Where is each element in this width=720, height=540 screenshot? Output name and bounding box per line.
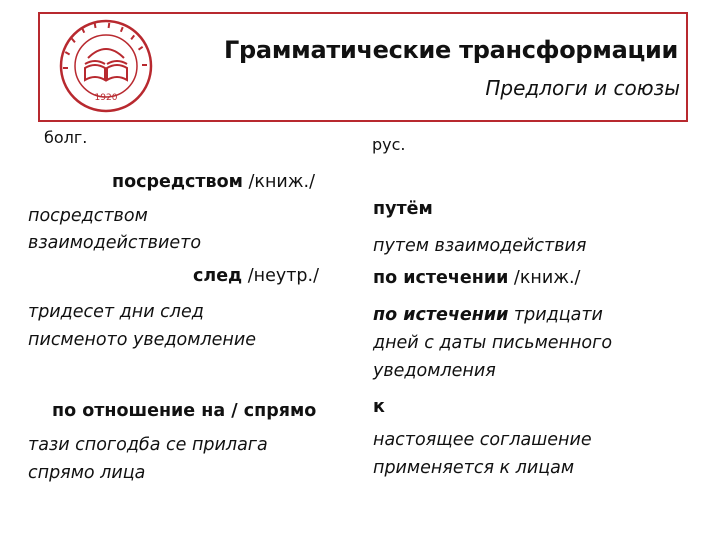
right-item2-example-rest: тридцати	[508, 305, 603, 325]
left-item2-example-line1: тридесет дни след	[28, 302, 204, 322]
left-item2-term: след	[193, 266, 243, 286]
left-item1-heading	[112, 172, 315, 193]
right-item2-heading	[373, 268, 580, 289]
right-item2-example-line2: дней с даты письменного	[373, 333, 613, 353]
page-subtitle: Предлоги и союзы	[485, 76, 680, 100]
left-item1-example-line1: посредством	[28, 206, 148, 226]
right-item3-example-line1: настоящее соглашение	[373, 430, 592, 450]
left-item2-example-line2: писменото уведомление	[28, 330, 256, 350]
left-item2-note: /неутр./	[242, 266, 319, 286]
header-box	[38, 12, 688, 122]
right-item2-example-bold: по истечении	[373, 305, 509, 325]
right-item2-term: по истечении	[373, 268, 509, 288]
right-item2-example-line3: уведомления	[373, 361, 496, 381]
left-item3-term: по отношение на / спрямо	[52, 401, 317, 421]
right-item2-note: /книж./	[508, 268, 581, 288]
right-item1-term: путём	[373, 199, 433, 219]
right-item3-example-line2: применяется к лицам	[373, 458, 575, 478]
left-column-header: болг.	[44, 128, 88, 147]
logo-year: 1920	[94, 93, 118, 103]
left-item3-example-line2: спрямо лица	[28, 463, 146, 483]
page-title: Грамматические трансформации	[224, 36, 678, 64]
left-item1-note: /книж./	[242, 172, 316, 192]
left-item1-term: посредством	[112, 172, 243, 192]
right-item1-example: путем взаимодействия	[373, 236, 587, 256]
left-item3-example-line1: тази спогодба се прилага	[28, 435, 268, 455]
left-item2-heading	[193, 266, 319, 287]
right-column-header: рус.	[372, 135, 406, 154]
university-logo-icon	[58, 18, 154, 114]
right-item2-example-line1	[373, 305, 603, 326]
left-item1-example-line2: взаимодействието	[28, 233, 202, 253]
right-item3-term: к	[373, 397, 385, 417]
